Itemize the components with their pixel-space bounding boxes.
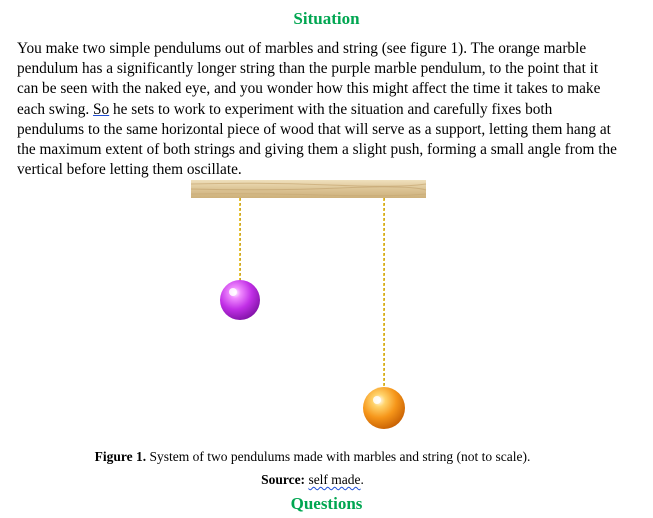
- source-label: Source:: [261, 472, 306, 487]
- orange-marble: [363, 387, 405, 429]
- figure-caption-label: Figure 1.: [94, 449, 147, 464]
- figure-caption-text: System of two pendulums made with marbles and string (not to scale).: [146, 449, 531, 464]
- questions-heading: Questions: [290, 494, 363, 513]
- paragraph-text-end: he sets to work to experiment with the situation and carefully fixes both pendulums to the same horizontal piece of wood that will serve as a support, letting them hang at the maximum extent of both strings and giving them a slight push, forming a small angle from the vertical before letting them oscillate.: [17, 100, 617, 179]
- figure-caption: [0, 449, 625, 465]
- source-end: .: [360, 472, 364, 487]
- situation-heading: Situation: [293, 9, 360, 28]
- paragraph-text-start: You make two simple pendulums out of marbles and string (see figure 1). The orange marble pendulum has a significantly longer string than the purple marble pendulum, to the point that it can be seen with the naked eye, and you wonder how this might affect the time it takes to make each swing.: [17, 40, 601, 118]
- underlined-word-so: So: [93, 100, 110, 118]
- source-text: self made: [308, 472, 361, 487]
- wooden-support: [191, 180, 426, 198]
- purple-marble: [220, 280, 260, 320]
- figure-source: [0, 472, 625, 488]
